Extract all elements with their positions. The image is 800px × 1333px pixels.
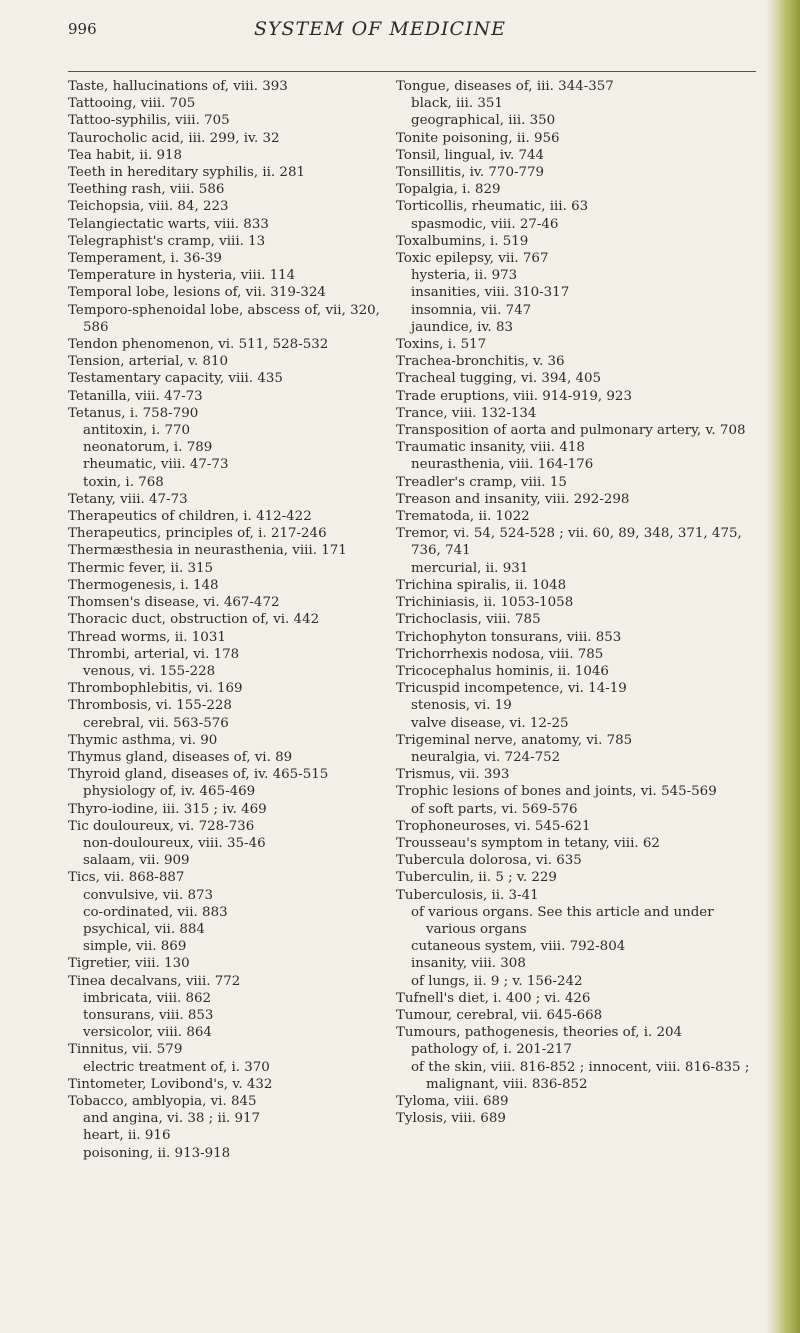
index-entry: Tylosis, viii. 689 (396, 1111, 506, 1127)
index-subentry: spasmodic, viii. 27-46 (411, 216, 559, 232)
index-entry: Taste, hallucinations of, viii. 393 (68, 79, 288, 94)
index-entry: Thermogenesis, i. 148 (68, 577, 219, 593)
index-entry: Thrombi, arterial, vi. 178 (68, 646, 240, 662)
index-entry: Trophic lesions of bones and joints, vi. 545-569 (396, 784, 717, 800)
index-entry: Trade eruptions, viii. 914-919, 923 (396, 388, 632, 404)
index-entry: Teeth in hereditary syphilis, ii. 281 (68, 165, 305, 181)
index-entry: Thermæsthesia in neurasthenia, viii. 171 (68, 543, 347, 559)
index-entry: Toxins, i. 517 (396, 337, 487, 353)
index-entry: Thermic fever, ii. 315 (68, 560, 214, 576)
index-entry: Tetanilla, viii. 47-73 (68, 388, 203, 404)
index-subentry: convulsive, vii. 873 (83, 887, 214, 903)
index-entry: Tonsil, lingual, iv. 744 (396, 147, 545, 163)
index-entry: Trophoneuroses, vi. 545-621 (396, 818, 591, 834)
page-header (0, 18, 760, 48)
index-subentry: heart, ii. 916 (83, 1128, 171, 1144)
index-subentry: non-douloureux, viii. 35-46 (83, 835, 266, 851)
index-subentry: antitoxin, i. 770 (83, 423, 191, 439)
index-entry: Therapeutics of children, i. 412-422 (68, 509, 312, 525)
index-entry: Trichiniasis, ii. 1053-1058 (396, 595, 574, 611)
index-entry: Tinea decalvans, viii. 772 (68, 973, 241, 989)
index-subentry: poisoning, ii. 913-918 (83, 1145, 231, 1161)
index-entry: Thrombophlebitis, vi. 169 (68, 681, 243, 697)
index-subentry: imbricata, viii. 862 (83, 990, 212, 1006)
index-subentry: cerebral, vii. 563-576 (83, 715, 229, 731)
index-entry: Tetany, viii. 47-73 (68, 491, 188, 507)
index-entry: Topalgia, i. 829 (396, 182, 501, 198)
index-entry: Tonite poisoning, ii. 956 (396, 130, 560, 146)
index-entry: Temperament, i. 36-39 (68, 251, 222, 267)
index-entry: Tinnitus, vii. 579 (68, 1042, 183, 1058)
index-entry: Trichorrhexis nodosa, viii. 785 (396, 646, 604, 662)
index-entry: Teichopsia, viii. 84, 223 (68, 199, 229, 215)
index-subentry: mercurial, ii. 931 (411, 560, 529, 576)
index-entry: Taurocholic acid, iii. 299, iv. 32 (68, 130, 280, 146)
index-entry: Tuberculin, ii. 5 ; v. 229 (396, 870, 557, 886)
index-subentry: insomnia, vii. 747 (411, 302, 532, 318)
index-entry: Tyloma, viii. 689 (396, 1093, 509, 1109)
index-subentry: electric treatment of, i. 370 (83, 1059, 270, 1075)
index-entry: Tubercula dolorosa, vi. 635 (396, 853, 582, 869)
index-subentry: of soft parts, vi. 569-576 (411, 801, 578, 817)
index-entry: Tintometer, Lovibond's, v. 432 (68, 1076, 273, 1092)
index-entry: Tracheal tugging, vi. 394, 405 (396, 371, 602, 387)
index-entry: Temporo-sphenoidal lobe, abscess of, vii, 320, 586 (68, 302, 380, 335)
index-entry: Tattoo-syphilis, viii. 705 (68, 113, 230, 129)
index-entry: Tea habit, ii. 918 (68, 147, 183, 163)
index-entry: Thyro-iodine, iii. 315 ; iv. 469 (68, 801, 267, 817)
index-entry: Teething rash, viii. 586 (68, 182, 225, 198)
index-subentry: geographical, iii. 350 (411, 113, 556, 129)
index-entry: Thyroid gland, diseases of, iv. 465-515 (68, 767, 329, 783)
index-subentry: venous, vi. 155-228 (83, 663, 216, 679)
index-subentry: and angina, vi. 38 ; ii. 917 (83, 1111, 261, 1127)
running-title: SYSTEM OF MEDICINE (253, 18, 506, 40)
index-entry: Tigretier, viii. 130 (68, 956, 190, 972)
index-entry: Toxalbumins, i. 519 (396, 233, 529, 249)
index-subentry: versicolor, viii. 864 (83, 1025, 212, 1041)
index-subentry: toxin, i. 768 (83, 474, 164, 490)
index-entry: Treason and insanity, viii. 292-298 (396, 491, 630, 507)
index-entry: Temperature in hysteria, viii. 114 (68, 268, 296, 284)
index-entry: Trismus, vii. 393 (396, 767, 510, 783)
index-entry: Tricocephalus hominis, ii. 1046 (396, 663, 609, 679)
index-entry: Trigeminal nerve, anatomy, vi. 785 (396, 732, 633, 748)
index-subentry: psychical, vii. 884 (83, 921, 205, 937)
index-subentry: insanity, viii. 308 (411, 956, 526, 972)
index-entry: Tonsillitis, iv. 770-779 (396, 165, 545, 181)
index-subentry: of various organs. See this article and under various organs (411, 904, 714, 937)
index-entry: Trichoclasis, viii. 785 (396, 612, 541, 628)
index-subentry: black, iii. 351 (411, 96, 503, 112)
index-subentry: co-ordinated, vii. 883 (83, 904, 228, 920)
index-entry: Thymic asthma, vi. 90 (68, 732, 218, 748)
index-entry: Telangiectatic warts, viii. 833 (68, 216, 269, 232)
index-subentry: valve disease, vi. 12-25 (411, 715, 569, 731)
index-entry: Tuberculosis, ii. 3-41 (396, 887, 539, 903)
index-subentry: cutaneous system, viii. 792-804 (411, 939, 626, 955)
index-entry: Tremor, vi. 54, 524-528 ; vii. 60, 89, 348, 371, 475, 736, 741 (396, 526, 742, 559)
index-subentry: insanities, viii. 310-317 (411, 285, 570, 301)
index-entry: Tongue, diseases of, iii. 344-357 (396, 79, 614, 94)
index-entry: Treadler's cramp, viii. 15 (396, 474, 567, 490)
index-entry: Tricuspid incompetence, vi. 14-19 (396, 681, 627, 697)
page-edge-stain (766, 0, 800, 1333)
index-entry: Trachea-bronchitis, v. 36 (396, 354, 565, 370)
index-entry: Tetanus, i. 758-790 (68, 405, 199, 421)
index-entry: Tension, arterial, v. 810 (68, 354, 228, 370)
index-subentry: salaam, vii. 909 (83, 853, 190, 869)
index-entry: Tumours, pathogenesis, theories of, i. 204 (396, 1025, 683, 1041)
index-entry: Thoracic duct, obstruction of, vi. 442 (68, 612, 320, 628)
index-entry: Trichina spiralis, ii. 1048 (396, 577, 567, 593)
index-entry: Thread worms, ii. 1031 (68, 629, 226, 645)
index-entry: Tics, vii. 868-887 (68, 870, 185, 886)
index-entry: Trichophyton tonsurans, viii. 853 (396, 629, 622, 645)
index-subentry: stenosis, vi. 19 (411, 698, 512, 714)
index-subentry: neuralgia, vi. 724-752 (411, 749, 561, 765)
index-subentry: neurasthenia, viii. 164-176 (411, 457, 594, 473)
index-entry: Trance, viii. 132-134 (396, 405, 537, 421)
index-entry: Testamentary capacity, viii. 435 (68, 371, 283, 387)
index-entry: Tendon phenomenon, vi. 511, 528-532 (68, 337, 329, 353)
index-subentry: rheumatic, viii. 47-73 (83, 457, 229, 473)
index-entry: Tic douloureux, vi. 728-736 (68, 818, 255, 834)
index-subentry: tonsurans, viii. 853 (83, 1007, 214, 1023)
index-subentry: pathology of, i. 201-217 (411, 1042, 572, 1058)
index-entry: Trousseau's symptom in tetany, viii. 62 (396, 835, 660, 851)
index-entry: Thrombosis, vi. 155-228 (68, 698, 232, 714)
index-entry: Traumatic insanity, viii. 418 (396, 440, 585, 456)
index-subentry: hysteria, ii. 973 (411, 268, 518, 284)
index-entry: Thomsen's disease, vi. 467-472 (68, 595, 280, 611)
index-entry: Torticollis, rheumatic, iii. 63 (396, 199, 589, 215)
index-subentry: jaundice, iv. 83 (411, 319, 513, 335)
index-entry: Trematoda, ii. 1022 (396, 509, 530, 525)
index-entry: Tattooing, viii. 705 (68, 96, 196, 112)
header-rule (68, 71, 756, 72)
index-entry: Therapeutics, principles of, i. 217-246 (68, 526, 327, 542)
index-subentry: neonatorum, i. 789 (83, 440, 213, 456)
page-number: 996 (68, 20, 97, 38)
index-entry: Toxic epilepsy, vii. 767 (396, 251, 549, 267)
index-subentry: of lungs, ii. 9 ; v. 156-242 (411, 973, 583, 989)
index-column-left (68, 78, 380, 1162)
index-entry: Tumour, cerebral, vii. 645-668 (396, 1007, 603, 1023)
index-entry: Tobacco, amblyopia, vi. 845 (68, 1093, 257, 1109)
index-subentry: of the skin, viii. 816-852 ; innocent, viii. 816-835 ; malignant, viii. 836-852 (411, 1059, 750, 1092)
index-column-right (396, 78, 761, 1127)
index-subentry: simple, vii. 869 (83, 939, 187, 955)
index-entry: Telegraphist's cramp, viii. 13 (68, 233, 266, 249)
index-subentry: physiology of, iv. 465-469 (83, 784, 256, 800)
index-entry: Thymus gland, diseases of, vi. 89 (68, 749, 293, 765)
index-entry: Transposition of aorta and pulmonary artery, v. 708 (396, 423, 746, 439)
index-entry: Tufnell's diet, i. 400 ; vi. 426 (396, 990, 591, 1006)
index-entry: Temporal lobe, lesions of, vii. 319-324 (68, 285, 326, 301)
